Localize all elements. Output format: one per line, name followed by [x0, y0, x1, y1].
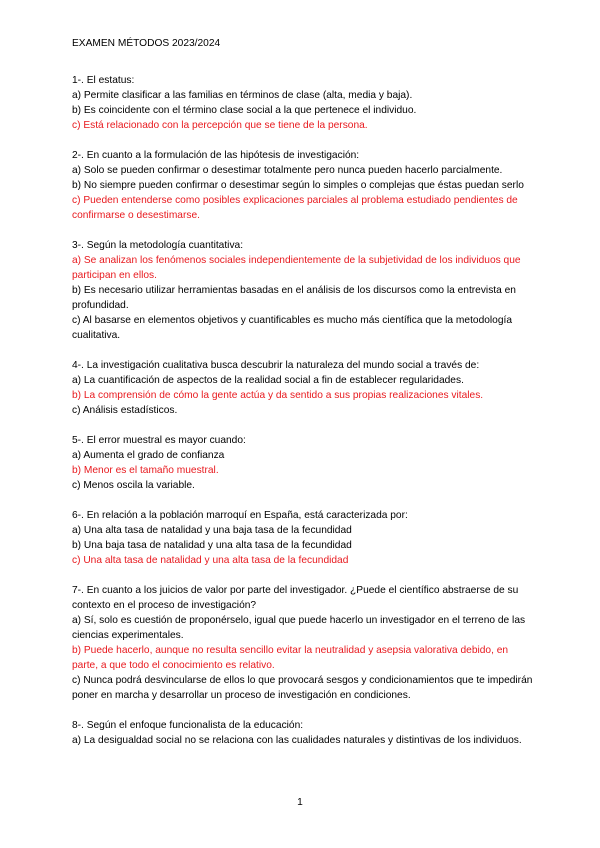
answer-option: a) Aumenta el grado de confianza [72, 450, 225, 461]
question-stem: 1-. El estatus: [72, 75, 135, 86]
page-title: EXAMEN MÉTODOS 2023/2024 [72, 38, 221, 49]
answer-option-correct: b) La comprensión de cómo la gente actúa y da sentido a sus propias realizaciones vitales. [72, 390, 484, 401]
question-block [72, 718, 534, 748]
answer-option: a) La cuantificación de aspectos de la realidad social a fin de establecer regularidades. [72, 375, 464, 386]
question-block [72, 508, 534, 568]
question-block [72, 358, 534, 418]
question-stem: 4-. La investigación cualitativa busca descubrir la naturaleza del mundo social a través de: [72, 360, 480, 371]
answer-option: c) Menos oscila la variable. [72, 480, 195, 491]
answer-option-correct: c) Pueden entenderse como posibles explicaciones parciales al problema estudiado pendientes de confirmarse o desestimarse. [72, 195, 518, 221]
answer-option-correct: a) Se analizan los fenómenos sociales independientemente de la subjetividad de los individuos que participan en ellos. [72, 255, 521, 281]
question-block [72, 148, 534, 223]
answer-option: c) Nunca podrá desvincularse de ellos lo que provocará sesgos y condicionamientos que te impedirán poner en marcha y desarrollar un proceso de investigación en condiciones. [72, 675, 533, 701]
answer-option: b) Una baja tasa de natalidad y una alta tasa de la fecundidad [72, 540, 352, 551]
answer-option: b) Es necesario utilizar herramientas basadas en el análisis de los discursos como la entrevista en profundidad. [72, 285, 516, 311]
answer-option-correct: c) Está relacionado con la percepción que se tiene de la persona. [72, 120, 368, 131]
question-block [72, 73, 534, 133]
question-stem: 7-. En cuanto a los juicios de valor por parte del investigador. ¿Puede el científico abstraerse de su contexto en el proceso de investigación? [72, 585, 519, 611]
question-block [72, 433, 534, 493]
question-stem: 3-. Según la metodología cuantitativa: [72, 240, 244, 251]
question-block [72, 238, 534, 343]
question-stem: 8-. Según el enfoque funcionalista de la educación: [72, 720, 304, 731]
question-block [72, 583, 534, 703]
question-stem: 5-. El error muestral es mayor cuando: [72, 435, 246, 446]
answer-option-correct: c) Una alta tasa de natalidad y una alta tasa de la fecundidad [72, 555, 349, 566]
question-stem: 6-. En relación a la población marroquí en España, está caracterizada por: [72, 510, 408, 521]
answer-option: a) La desigualdad social no se relaciona con las cualidades naturales y distintivas de los individuos. [72, 735, 522, 746]
exam-page [72, 36, 534, 763]
answer-option: a) Sí, solo es cuestión de proponérselo, igual que puede hacerlo un investigador en el terreno de las ciencias experimentales. [72, 615, 526, 641]
page-number: 1 [297, 797, 303, 808]
answer-option-correct: b) Menor es el tamaño muestral. [72, 465, 219, 476]
answer-option: a) Una alta tasa de natalidad y una baja tasa de la fecundidad [72, 525, 352, 536]
answer-option: a) Solo se pueden confirmar o desestimar totalmente pero nunca pueden hacerlo parcialmente. [72, 165, 503, 176]
answer-option: c) Al basarse en elementos objetivos y cuantificables es mucho más científica que la metodología cualitativa. [72, 315, 512, 341]
answer-option: b) No siempre pueden confirmar o desestimar según lo simples o complejas que éstas puedan serlo [72, 180, 524, 191]
answer-option: c) Análisis estadísticos. [72, 405, 178, 416]
question-stem: 2-. En cuanto a la formulación de las hipótesis de investigación: [72, 150, 360, 161]
question-list [72, 73, 534, 748]
answer-option: a) Permite clasificar a las familias en términos de clase (alta, media y baja). [72, 90, 413, 101]
answer-option: b) Es coincidente con el término clase social a la que pertenece el individuo. [72, 105, 417, 116]
answer-option-correct: b) Puede hacerlo, aunque no resulta sencillo evitar la neutralidad y asepsia valorativa debido, en parte, a que todo el conocimiento es relativo. [72, 645, 509, 671]
